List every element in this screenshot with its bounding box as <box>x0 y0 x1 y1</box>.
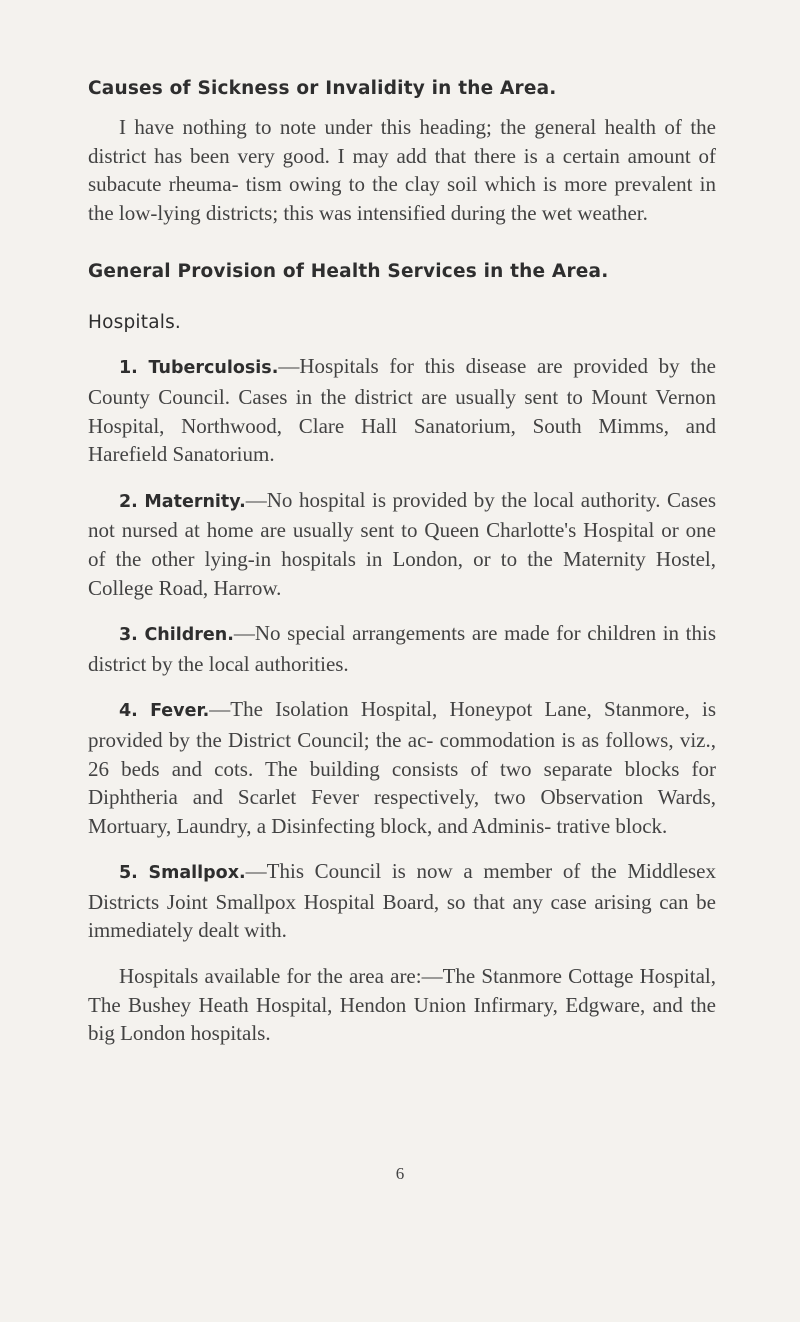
item-text: —Hospitals for this disease are provided by the County Council. Cases in the district are usually sent to Mount Vernon Hospital, Northwood, Clare Hall Sanatorium, South Mimms, and Harefield Sanatorium. <box>88 354 716 467</box>
hospital-item-smallpox <box>88 857 716 945</box>
item-number: 5. <box>119 863 138 884</box>
hospital-item-fever <box>88 695 716 840</box>
item-number: 1. <box>119 358 138 379</box>
hospital-item-maternity <box>88 486 716 602</box>
item-title: Smallpox. <box>148 863 246 884</box>
item-text: —No special arrangements are made for children in this district by the local authorities. <box>88 621 716 676</box>
page-number: 6 <box>395 1164 405 1183</box>
item-title: Children. <box>144 625 234 646</box>
item-title: Maternity. <box>144 491 246 512</box>
hospital-item-children <box>88 619 716 678</box>
item-title: Tuberculosis. <box>148 358 279 379</box>
document-page <box>88 72 716 1048</box>
heading-hospitals: Hospitals. <box>88 312 182 334</box>
item-title: Fever. <box>150 701 210 722</box>
item-text: —This Council is now a member of the Middlesex Districts Joint Smallpox Hospital Board, so that any case arising can be immediately dealt with. <box>88 859 717 943</box>
item-number: 2. <box>119 491 138 512</box>
item-text: —The Isolation Hospital, Honeypot Lane, Stanmore, is provided by the District Council; the ac- commodation is as follows, viz., 26 beds and cots. The building consists of two separate blocks for Diphtheria and Scarlet Fever respectively, two Observation Wards, Mortuary, Laundry, a Disinfecting block, and Adminis- trative block. <box>88 697 716 838</box>
paragraph-causes: I have nothing to note under this heading; the general health of the district has been very good. I may add that there is a certain amount of subacute rheuma- tism owing to the clay soil which is more prevalent in the low-lying districts; this was intensified during the wet weather. <box>88 115 716 225</box>
item-number: 4. <box>119 701 138 722</box>
item-number: 3. <box>119 625 138 646</box>
paragraph-hospitals-available: Hospitals available for the area are:—The Stanmore Cottage Hospital, The Bushey Heath Hospital, Hendon Union Infirmary, Edgware, and the big London hospitals. <box>88 964 716 1046</box>
heading-general-provision: General Provision of Health Services in the Area. <box>88 261 609 283</box>
item-text: —No hospital is provided by the local authority. Cases not nursed at home are usually sent to Queen Charlotte's Hospital or one of the other lying-in hospitals in London, or to the Maternity Hostel, College Road, Harrow. <box>88 487 717 600</box>
hospital-item-tuberculosis <box>88 352 716 468</box>
heading-causes-of-sickness: Causes of Sickness or Invalidity in the Area. <box>88 78 557 99</box>
